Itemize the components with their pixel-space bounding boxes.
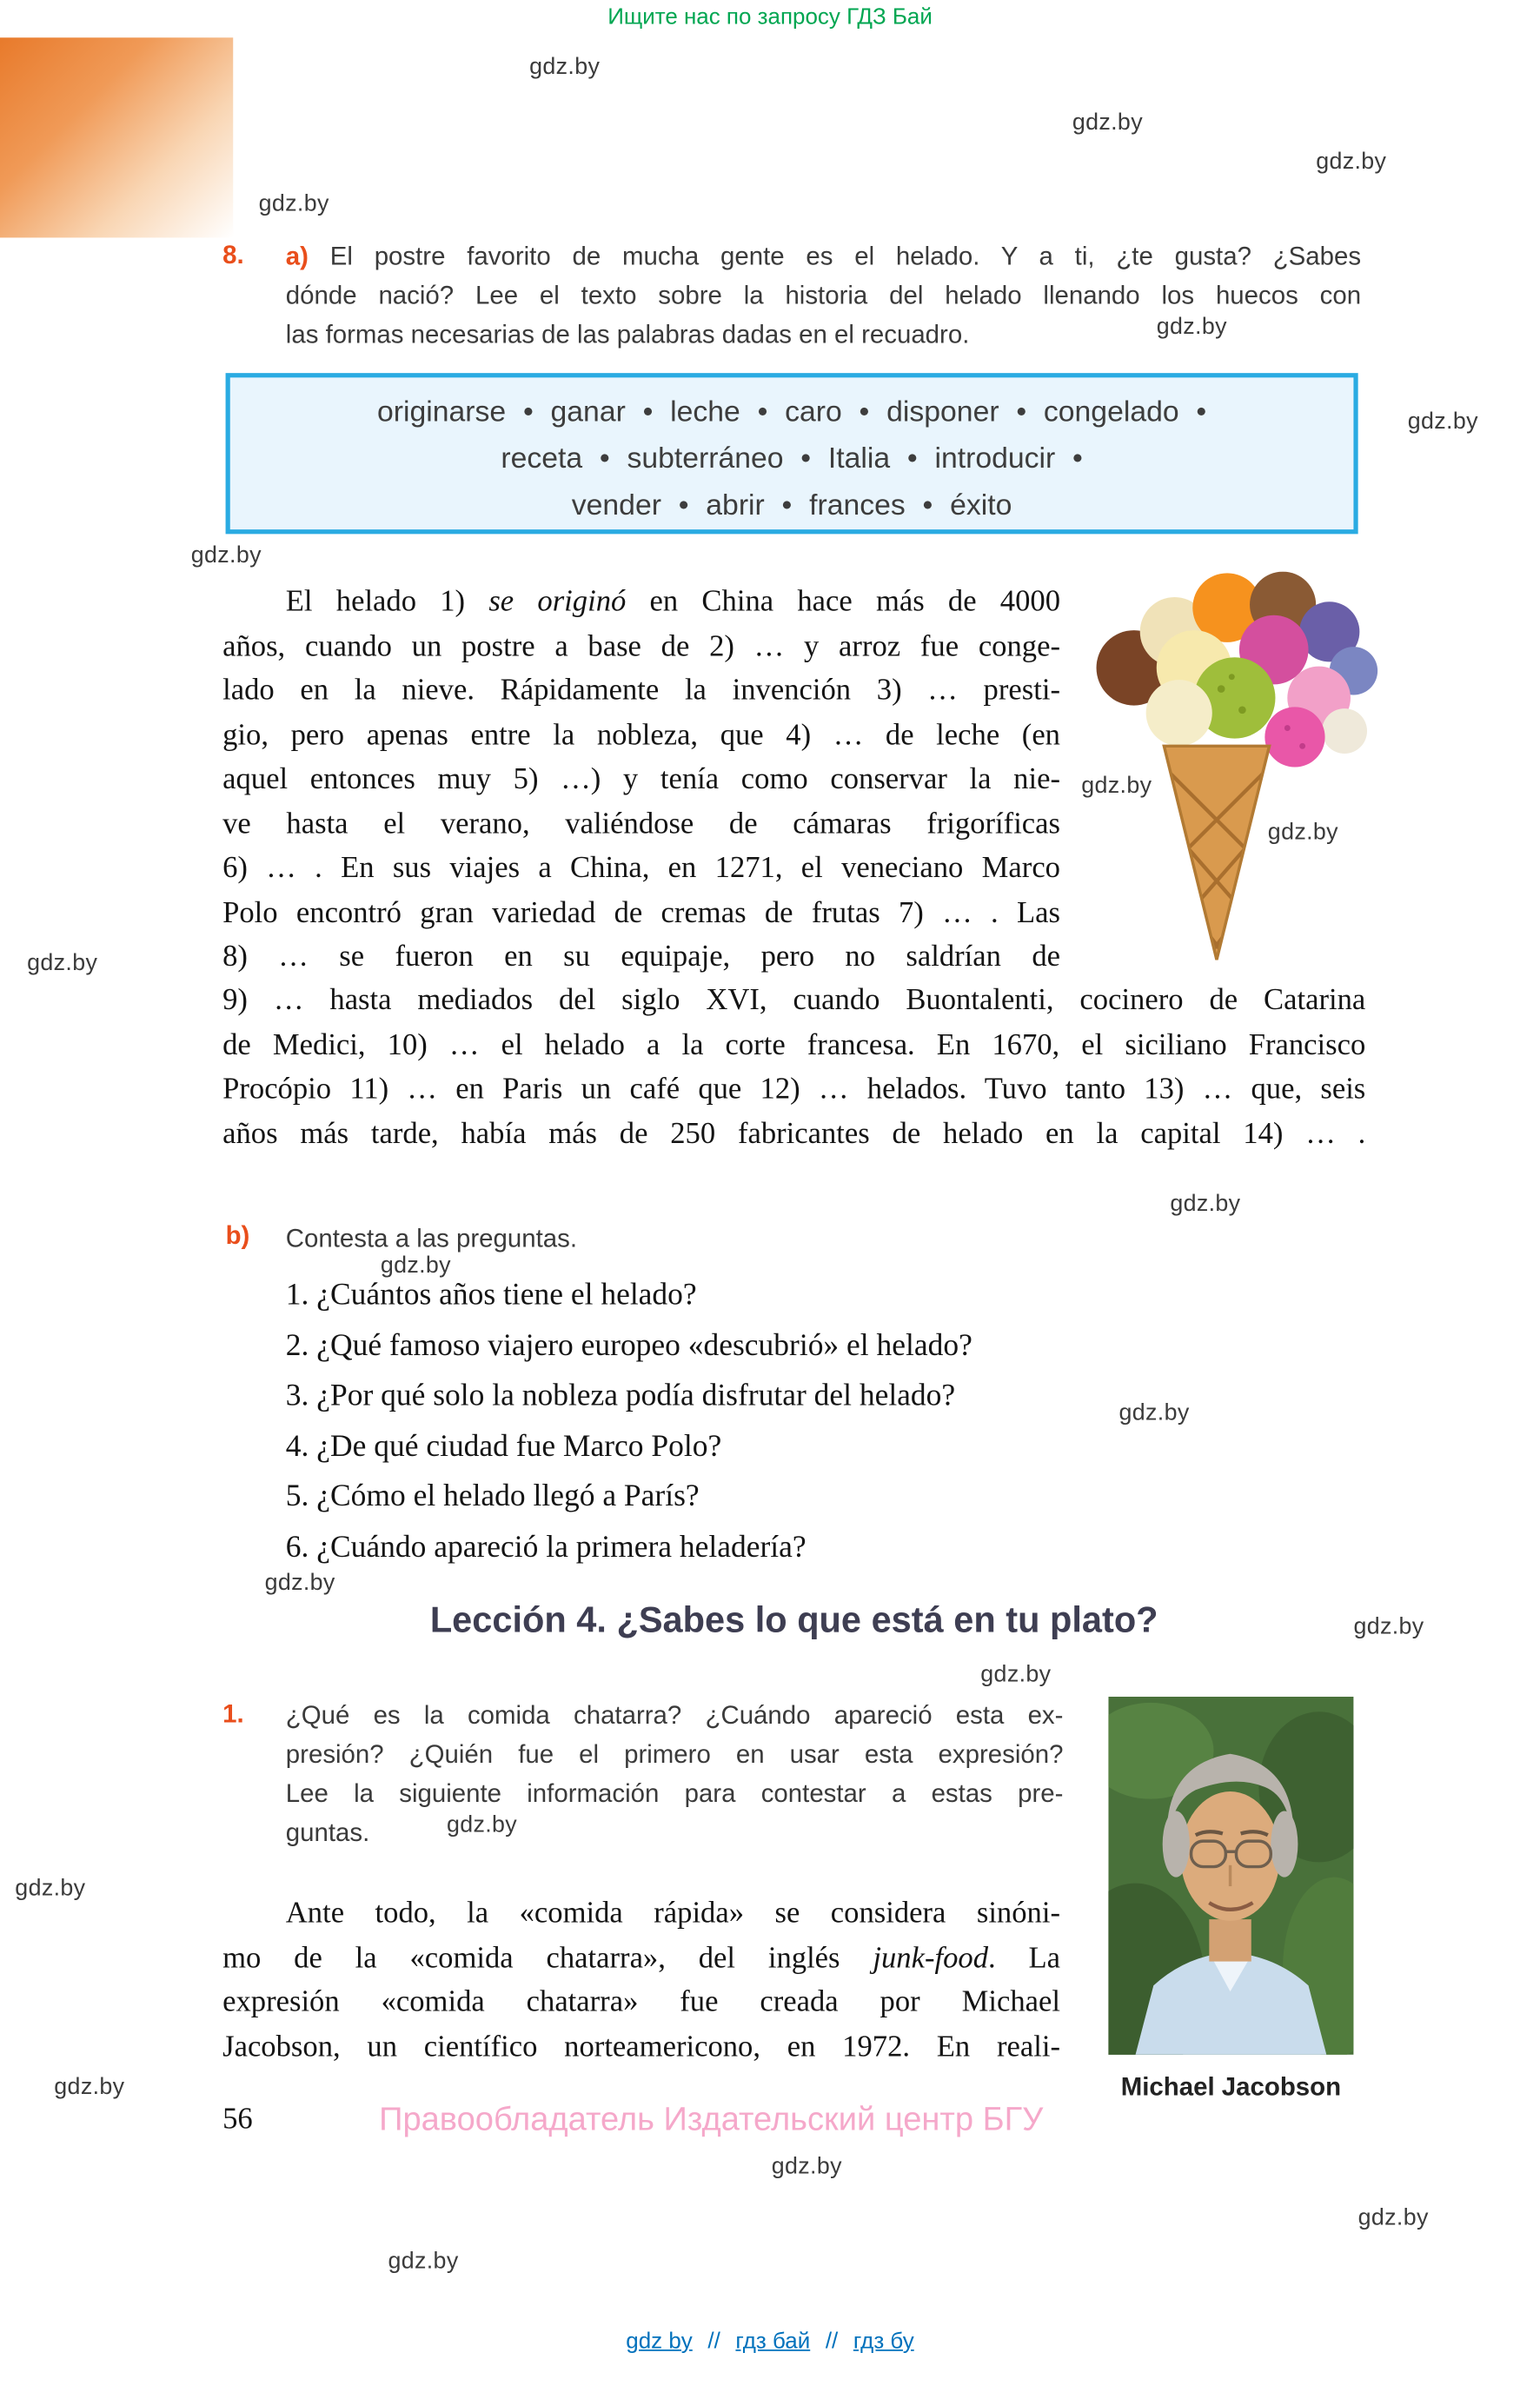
question-item: 1. ¿Cuántos años tiene el helado?	[285, 1278, 697, 1312]
instruction-line: ¿Qué es la comida chatarra? ¿Cuándo apareció esta ex-	[285, 1701, 1064, 1731]
wordbank-line: originarse • ganar • leche • caro • disponer • congelado •	[377, 395, 1207, 429]
footer-separator: //	[825, 2328, 839, 2355]
story-line: 6) … . En sus viajes a China, en 1271, el veneciano Marco	[222, 851, 1061, 885]
gdz-watermark: gdz.by	[27, 950, 98, 977]
instruction-text: El postre favorito de mucha gente es el helado. Y a ti, ¿te gusta? ¿Sabes	[329, 242, 1362, 271]
story-line: Polo encontró gran variedad de cremas de frutas 7) … . Las	[222, 895, 1061, 929]
exercise8-number: 8.	[222, 240, 244, 269]
instruction-line: Lee la siguiente información para contestar a estas pre-	[285, 1779, 1064, 1809]
article-paragraph	[222, 1892, 1060, 2070]
gdz-watermark: gdz.by	[380, 1253, 451, 1279]
story-line: de Medici, 10) … el helado a la corte francesa. En 1670, el siciliano Francisco	[222, 1027, 1366, 1061]
photo-caption: Michael Jacobson	[1120, 2072, 1342, 2102]
ice-cream-illustration	[1089, 572, 1390, 978]
article-line: Jacobson, un científico norteamericono, en 1972. En reali-	[222, 2030, 1061, 2064]
story-line: aquel entonces muy 5) …) y tenía como conservar la nie-	[222, 762, 1061, 796]
gdz-watermark: gdz.by	[1407, 409, 1478, 435]
article-italic: junk-food	[873, 1941, 989, 1975]
wordbank-line: vender • abrir • frances • éxito	[571, 488, 1012, 522]
story-text: El helado 1)	[285, 585, 489, 619]
wordbank-line: receta • subterráneo • Italia • introducir •	[501, 442, 1083, 475]
gdz-watermark: gdz.by	[388, 2249, 459, 2275]
story-line: años, cuando un postre a base de 2) … y arroz fue conge-	[222, 629, 1061, 663]
exercise1-number: 1.	[222, 1699, 244, 1729]
gdz-watermark: gdz.by	[1072, 110, 1143, 136]
gdz-watermark: gdz.by	[258, 190, 329, 217]
page-number: 56	[222, 2103, 253, 2137]
story-line: 9) … hasta mediados del siglo XVI, cuando Buontalenti, cocinero de Catarina	[222, 983, 1366, 1017]
question-item: 2. ¿Qué famoso viajero europeo «descubrió» el helado?	[285, 1328, 972, 1362]
michael-jacobson-photo	[1108, 1697, 1353, 2103]
article-line: Ante todo, la «comida rápida» se considera sinóni-	[285, 1897, 1061, 1931]
story-line: 8) … se fueron en su equipaje, pero no saldrían de	[222, 940, 1061, 974]
lesson4-heading: Lección 4. ¿Sabes lo que está en tu plato?	[429, 1600, 1158, 1641]
gdz-watermark: gdz.by	[15, 1875, 86, 1902]
story-paragraph-narrow	[222, 581, 1060, 980]
part-b-instruction: Contesta a las preguntas.	[285, 1224, 578, 1253]
gdz-watermark: gdz.by	[54, 2074, 125, 2100]
footer-separator: //	[707, 2328, 720, 2355]
article-line: expresión «comida chatarra» fue creada por Michael	[222, 1985, 1061, 2019]
instruction-line: las formas necesarias de las palabras dadas en el recuadro.	[285, 320, 970, 349]
part-b-label: b)	[225, 1221, 250, 1251]
gdz-watermark: gdz.by	[264, 1570, 335, 1597]
story-line: gio, pero apenas entre la nobleza, que 4) … de leche (en	[222, 718, 1061, 752]
question-item: 3. ¿Por qué solo la nobleza podía disfrutar del helado?	[285, 1379, 956, 1412]
question-list	[286, 1271, 972, 1573]
exercise8-part-a-label: a)	[285, 242, 309, 271]
question-item: 5. ¿Cómo el helado llegó a París?	[285, 1479, 700, 1513]
article-line	[222, 1937, 1060, 1981]
gdz-watermark: gdz.by	[1357, 2204, 1429, 2231]
gdz-watermark: gdz.by	[1081, 773, 1152, 799]
gdz-watermark: gdz.by	[980, 1662, 1052, 1688]
article-text: mo de la «comida chatarra», del inglés	[222, 1941, 873, 1975]
exercise1-instruction	[286, 1697, 1064, 1853]
wordbank-box	[226, 373, 1358, 534]
footer-links	[0, 2329, 1540, 2354]
exercise8-instruction	[286, 237, 1361, 355]
instruction-line: presión? ¿Quién fue el primero en usar esta expresión?	[285, 1740, 1064, 1770]
gdz-watermark: gdz.by	[446, 1812, 518, 1838]
instruction-line	[286, 237, 1361, 276]
gdz-watermark: gdz.by	[190, 542, 262, 569]
story-paragraph-wide	[222, 980, 1365, 1157]
corner-decoration	[0, 37, 233, 237]
article-text: . La	[988, 1941, 1061, 1975]
story-line: años más tarde, había más de 250 fabricantes de helado en la capital 14) … .	[222, 1116, 1366, 1150]
instruction-line: dónde nació? Lee el texto sobre la historia del helado llenando los huecos con	[285, 281, 1362, 310]
portrait-photo-icon	[1108, 1697, 1353, 2055]
gdz-watermark: gdz.by	[529, 54, 601, 80]
ice-cream-icon	[1089, 572, 1390, 971]
gdz-watermark: gdz.by	[1170, 1191, 1241, 1217]
story-line: lado en la nieve. Rápidamente la invención 3) … presti-	[222, 674, 1061, 708]
question-item: 4. ¿De qué ciudad fue Marco Polo?	[285, 1429, 722, 1463]
question-item: 6. ¿Cuándo apareció la primera heladería?	[285, 1530, 807, 1564]
gdz-watermark: gdz.by	[771, 2154, 842, 2180]
story-italic: se originó	[488, 585, 627, 619]
copyright-notice: Правообладатель Издательский центр БГУ	[379, 2099, 1044, 2138]
story-line: ve hasta el verano, valiéndose de cámaras frigoríficas	[222, 807, 1061, 841]
gdz-watermark: gdz.by	[1353, 1613, 1424, 1640]
instruction-line: guntas.	[285, 1818, 370, 1848]
story-text: en China hace más de 4000	[626, 585, 1061, 619]
gdz-watermark: gdz.by	[1118, 1400, 1190, 1426]
footer-link-gdz-by[interactable]: gdz by	[626, 2328, 693, 2355]
story-line	[222, 581, 1060, 625]
gdz-watermark: gdz.by	[1316, 149, 1387, 175]
gdz-watermark: gdz.by	[1156, 314, 1227, 341]
story-line: Procópio 11) … en Paris un café que 12) … helados. Tuvo tanto 13) … que, seis	[222, 1072, 1366, 1106]
footer-link-gdz-bai[interactable]: гдз бай	[735, 2328, 811, 2355]
footer-link-gdz-bu[interactable]: гдз бу	[853, 2328, 914, 2355]
gdz-watermark: gdz.by	[1267, 820, 1338, 846]
top-banner: Ищите нас по запросу ГДЗ Бай	[607, 4, 933, 30]
